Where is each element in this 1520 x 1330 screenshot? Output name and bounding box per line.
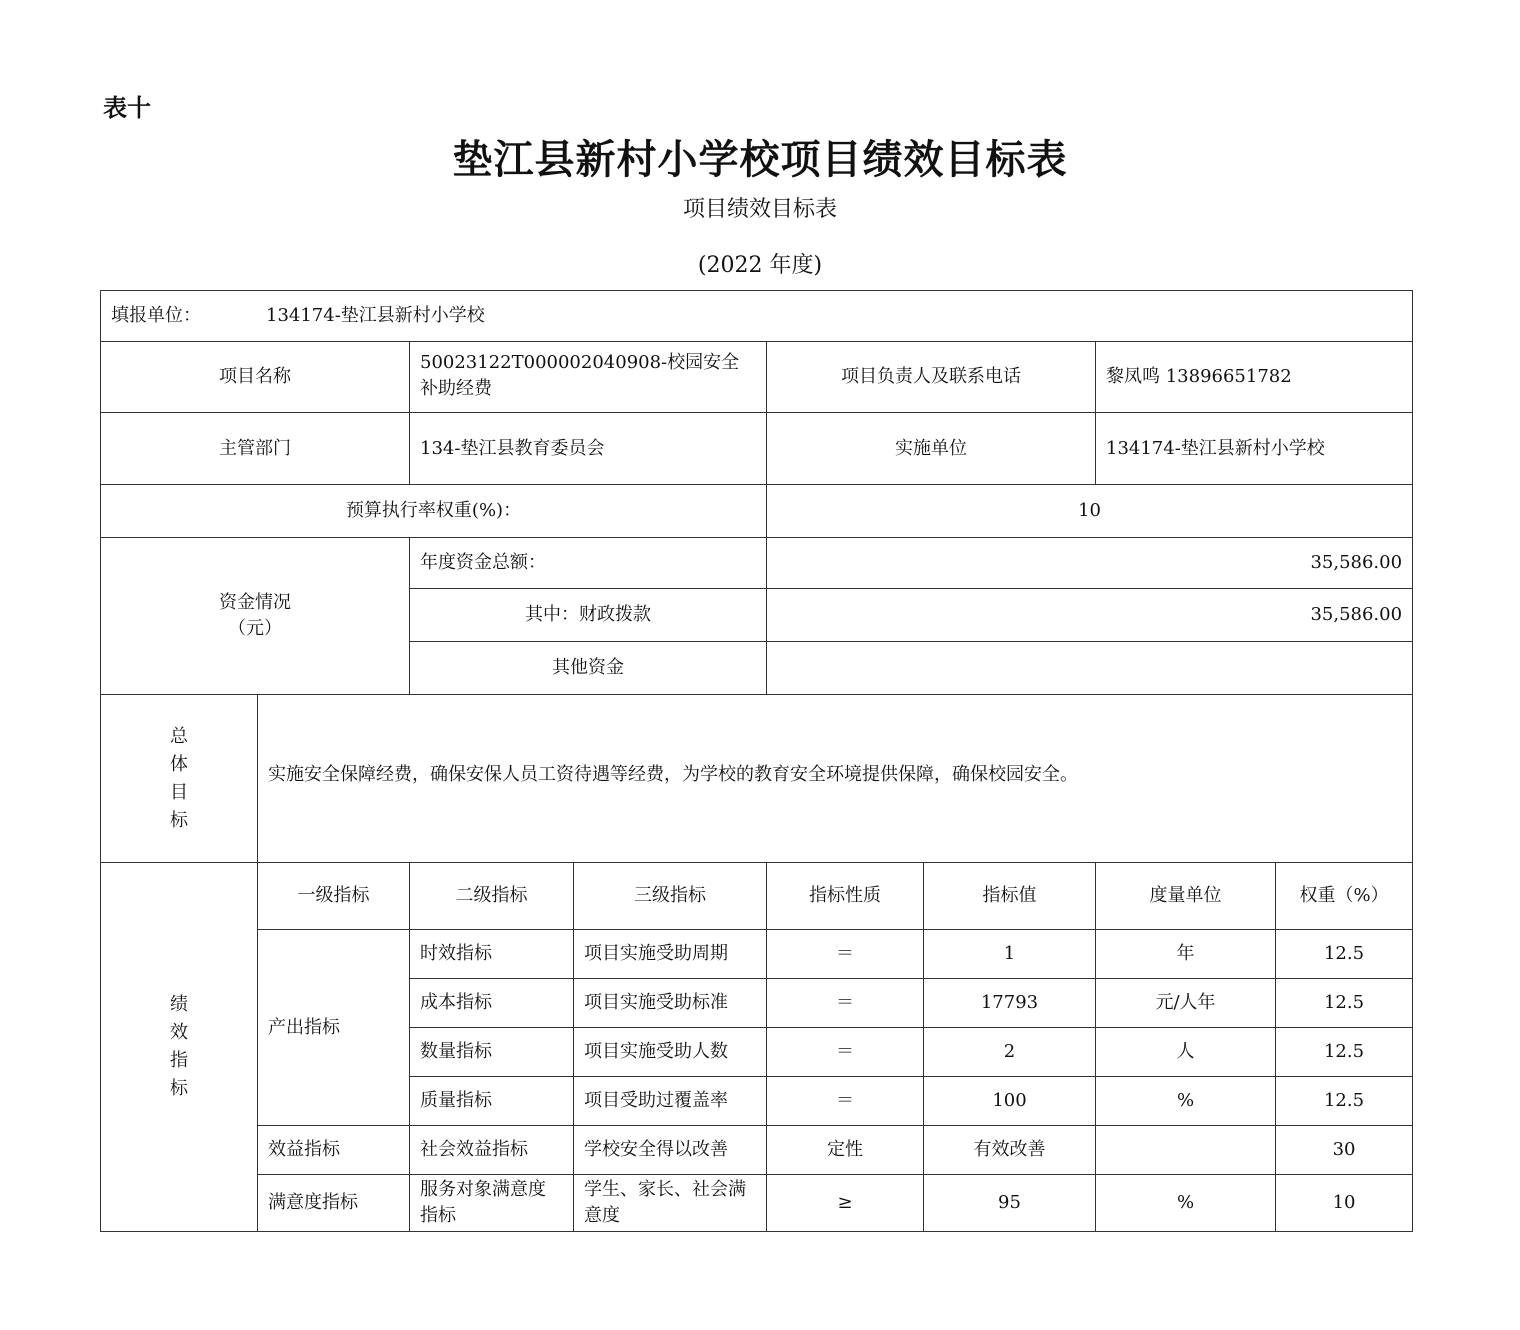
unit-cell: 人 [1096,1028,1276,1077]
budget-rate-label: 预算执行率权重(%)： [101,485,767,538]
unit-cell [101,291,1413,342]
indicator-header-row [101,863,1413,930]
funds-label-line2: （元） [228,618,282,639]
weight-cell: 12.5 [1276,1028,1413,1077]
level1-cell: 效益指标 [258,1126,410,1175]
level3-cell: 项目实施受助标准 [574,979,767,1028]
budget-rate-row [101,485,1413,538]
nature-cell: ≥ [767,1175,924,1232]
level3-cell: 项目实施受助人数 [574,1028,767,1077]
header-value: 指标值 [924,863,1096,930]
nature-cell: ＝ [767,930,924,979]
funds-fiscal-value: 35,586.00 [767,589,1413,642]
goal-text: 实施安全保障经费，确保安保人员工资待遇等经费，为学校的教育安全环境提供保障，确保校园安全。 [258,695,1413,863]
value-cell: 95 [924,1175,1096,1232]
unit-cell: % [1096,1175,1276,1232]
level2-cell: 时效指标 [410,930,574,979]
funds-label-line1: 资金情况 [219,592,291,613]
impl-unit-label: 实施单位 [767,413,1096,485]
header-weight: 权重（%） [1276,863,1413,930]
unit-cell: % [1096,1077,1276,1126]
funds-label [101,538,410,695]
funds-total-label: 年度资金总额： [410,538,767,589]
table-row [101,930,1413,979]
goal-label-char: 体 [170,753,188,775]
project-name-value: 50023122T000002040908-校园安全补助经费 [410,342,767,413]
nature-cell: ＝ [767,979,924,1028]
page-title: 垫江县新村小学校项目绩效目标表 [452,136,1068,183]
nature-cell: ＝ [767,1028,924,1077]
table-row [101,1175,1413,1232]
funds-total-row [101,538,1413,589]
header-level1: 一级指标 [258,863,410,930]
contact-value: 黎凤鸣 13896651782 [1096,342,1413,413]
unit-value: 134174-垫江县新村小学校 [266,305,485,326]
budget-rate-value: 10 [767,485,1413,538]
value-cell: 有效改善 [924,1126,1096,1175]
weight-cell: 12.5 [1276,979,1413,1028]
level3-cell: 学校安全得以改善 [574,1126,767,1175]
weight-cell: 10 [1276,1175,1413,1232]
value-cell: 17793 [924,979,1096,1028]
goal-label-char: 标 [170,809,188,831]
unit-cell [1096,1126,1276,1175]
goal-label-char: 目 [170,781,188,803]
header-unit: 度量单位 [1096,863,1276,930]
impl-unit-value: 134174-垫江县新村小学校 [1096,413,1413,485]
performance-target-table [100,290,1413,1232]
unit-cell: 元/人年 [1096,979,1276,1028]
indicator-label-char: 标 [170,1078,188,1099]
indicator-label-char: 指 [170,1050,188,1071]
funds-other-label: 其他资金 [410,642,767,695]
page-subtitle: 项目绩效目标表 [682,197,837,222]
header-level2: 二级指标 [410,863,574,930]
level2-cell: 数量指标 [410,1028,574,1077]
header-nature: 指标性质 [767,863,924,930]
weight-cell: 12.5 [1276,1077,1413,1126]
funds-total-value: 35,586.00 [767,538,1413,589]
level3-cell: 学生、家长、社会满意度 [574,1175,767,1232]
indicator-label-char: 效 [170,1022,188,1043]
nature-cell: 定性 [767,1126,924,1175]
goal-label [101,695,258,863]
contact-label: 项目负责人及联系电话 [767,342,1096,413]
nature-cell: ＝ [767,1077,924,1126]
weight-cell: 30 [1276,1126,1413,1175]
value-cell: 1 [924,930,1096,979]
unit-row [101,291,1413,342]
dept-label: 主管部门 [101,413,410,485]
value-cell: 100 [924,1077,1096,1126]
level2-cell: 社会效益指标 [410,1126,574,1175]
level2-cell: 服务对象满意度指标 [410,1175,574,1232]
funds-fiscal-label: 其中：财政拨款 [410,589,767,642]
level1-cell: 满意度指标 [258,1175,410,1232]
level3-cell: 项目受助过覆盖率 [574,1077,767,1126]
unit-label: 填报单位： [111,305,201,326]
table-row [101,1126,1413,1175]
project-name-row [101,342,1413,413]
goal-row [101,695,1413,863]
value-cell: 2 [924,1028,1096,1077]
goal-label-char: 总 [170,725,188,747]
dept-row [101,413,1413,485]
fiscal-year: (2022 年度) [697,253,823,278]
funds-other-value [767,642,1413,695]
project-name-label: 项目名称 [101,342,410,413]
level2-cell: 成本指标 [410,979,574,1028]
weight-cell: 12.5 [1276,930,1413,979]
level2-cell: 质量指标 [410,1077,574,1126]
header-level3: 三级指标 [574,863,767,930]
level3-cell: 项目实施受助周期 [574,930,767,979]
indicator-label-char: 绩 [170,994,188,1015]
unit-cell: 年 [1096,930,1276,979]
output-indicator-label: 产出指标 [258,930,410,1126]
table-number: 表十 [103,94,151,122]
indicator-label [101,863,258,1232]
dept-value: 134-垫江县教育委员会 [410,413,767,485]
